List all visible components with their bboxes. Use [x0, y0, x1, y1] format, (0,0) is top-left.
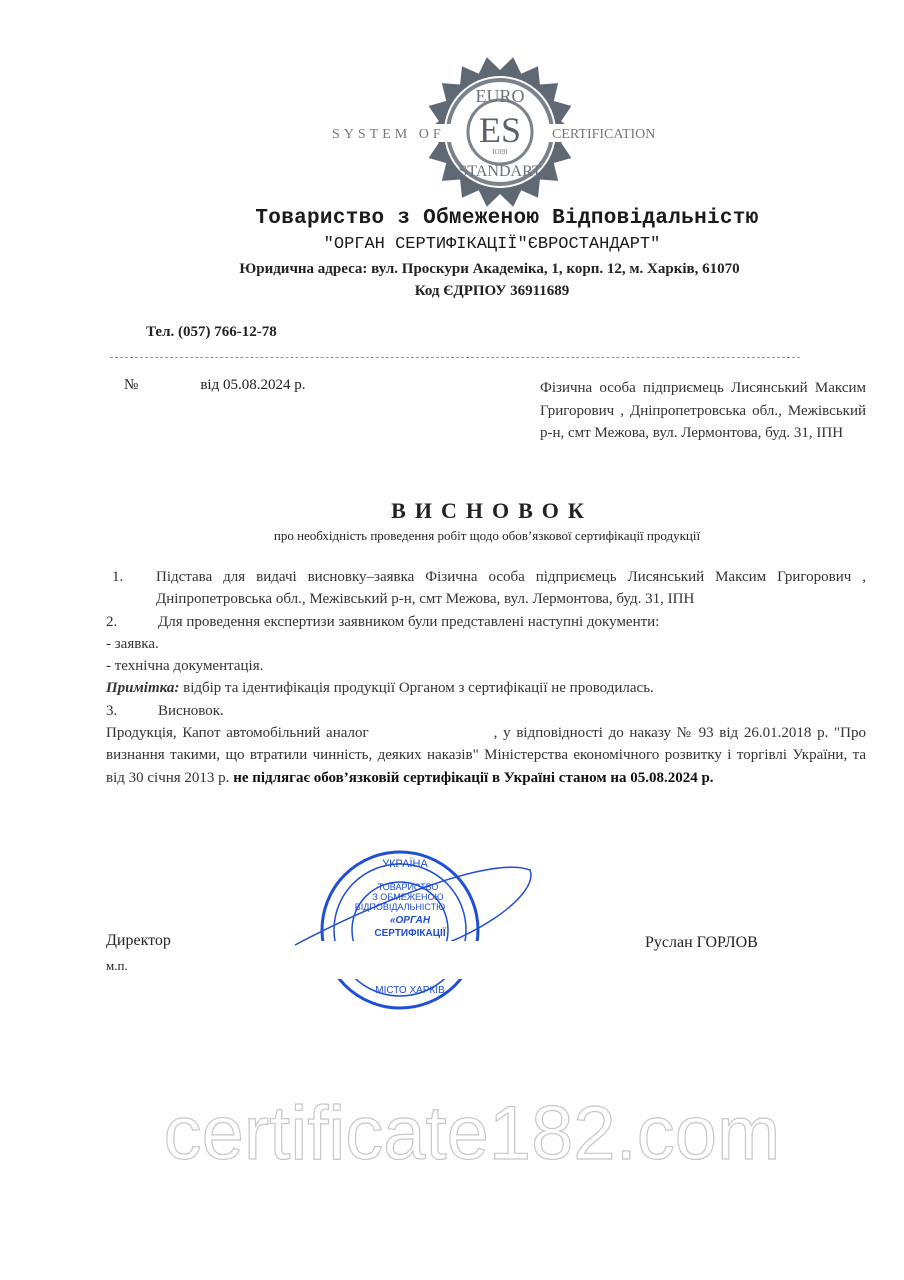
document-subtitle: про необхідність проведення робіт щодо обов’язкової сертифікації продукції	[273, 528, 701, 543]
svg-text:«ОРГАН: «ОРГАН	[389, 915, 431, 926]
note-label: Примітка:	[106, 680, 180, 697]
divider	[110, 357, 800, 358]
svg-text:ES: ES	[478, 110, 522, 150]
svg-text:ТОВАРИСТВО: ТОВАРИСТВО	[377, 882, 439, 892]
org-form: Товариство з Обмеженою Відповідальністю	[255, 207, 759, 230]
svg-text:СЕРТИФІКАЦІЇ: СЕРТИФІКАЦІЇ	[374, 928, 446, 939]
svg-text:STANDART: STANDART	[458, 163, 542, 180]
number-prefix: №	[124, 377, 139, 393]
item-text: Для проведення експертизи заявником були представлені наступні документи:	[158, 613, 660, 630]
svg-text:SYSTEM OF: SYSTEM OF	[332, 127, 445, 142]
conclusion-product: Продукція, Капот автомобільний аналог	[106, 725, 369, 742]
company-stamp	[290, 835, 540, 1010]
signatory-name: Руслан ГОРЛОВ	[645, 934, 758, 951]
edrpou-code: Код ЄДРПОУ 36911689	[414, 283, 570, 299]
svg-text:IOI9I: IOI9I	[492, 148, 508, 156]
org-name: "ОРГАН СЕРТИФІКАЦІЇ"ЄВРОСТАНДАРТ"	[323, 235, 661, 254]
item-number: 3.	[106, 702, 118, 719]
note	[106, 677, 866, 699]
item-2	[106, 611, 866, 633]
seal-place-label: м.п.	[106, 958, 128, 973]
svg-text:З ОБМЕЖЕНОЮ: З ОБМЕЖЕНОЮ	[372, 892, 444, 902]
svg-text:EURO: EURO	[475, 86, 525, 106]
recipient-address: Фізична особа підприємець Лисянський Максим Григорович , Дніпропетровська обл., Межівський р-н, смт Межова, вул. Лермонтова, буд. 31, ІПН	[540, 380, 866, 441]
watermark: certificate182.com	[163, 1091, 781, 1176]
reference-date: від 05.08.2024 р.	[200, 377, 306, 393]
item-1	[106, 566, 866, 611]
svg-text:УКРАЇНА: УКРАЇНА	[382, 858, 428, 870]
conclusion-verdict: не підлягає обов’язковій сертифікації в Україні станом на 05.08.2024 р.	[233, 769, 714, 786]
doc-item-2: - технічна документація.	[106, 658, 264, 675]
svg-text:МІСТО ХАРКІВ: МІСТО ХАРКІВ	[375, 985, 445, 996]
svg-text:CERTIFICATION: CERTIFICATION	[552, 127, 656, 142]
euro-standart-logo	[330, 52, 670, 207]
note-text: відбір та ідентифікація продукції Органом з сертифікації не проводилась.	[179, 680, 654, 697]
conclusion	[106, 722, 866, 789]
document-title: ВИСНОВОК	[391, 498, 593, 523]
signatory-role: Директор	[106, 932, 171, 949]
conclusion-text: , у відповідності до наказу № 93 від 26.01.2018 р. "Про визнання такими, що втратили чинність, деяких наказів" Міністерства економічного розвитку і торгівлі України, та від 30 січня 2013 р.	[106, 725, 866, 786]
doc-item-1: - заявка.	[106, 635, 159, 652]
item-text: Підстава для видачі висновку–заявка Фізична особа підприємець Лисянський Максим Григорович , Дніпропетровська обл., Межівський р-н, смт Межова, вул. Лермонтова, буд. 31, ІПН	[156, 569, 866, 608]
item-number: 2.	[106, 613, 118, 630]
legal-address: Юридична адреса: вул. Проскури Академіка, 1, корп. 12, м. Харків, 61070	[239, 261, 740, 277]
item-3	[106, 700, 866, 722]
item-text: Висновок.	[158, 702, 224, 719]
item-number: 1.	[112, 569, 124, 585]
reference-number	[124, 377, 305, 394]
phone: Тел. (057) 766-12-78	[146, 324, 277, 340]
svg-text:ВІДПОВІДАЛЬНІСТЮ: ВІДПОВІДАЛЬНІСТЮ	[354, 902, 446, 912]
document-body	[106, 566, 866, 789]
